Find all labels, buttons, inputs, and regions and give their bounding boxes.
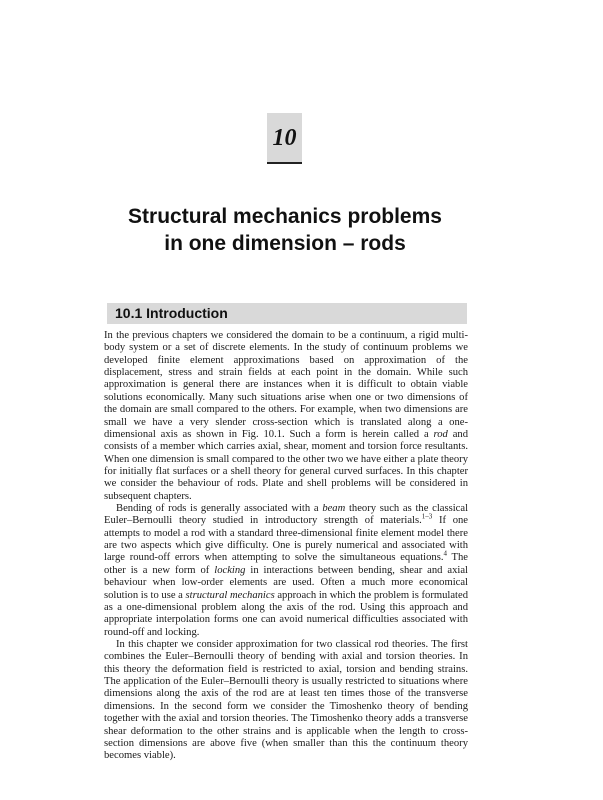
chapter-title-line-1: Structural mechanics problems — [128, 205, 442, 228]
text-run: Bending of rods is generally associated with a — [116, 503, 323, 515]
section-heading: 10.1 Introduction — [115, 305, 228, 321]
body-text — [104, 330, 468, 763]
text-run: The other is a new form of — [104, 552, 468, 576]
text-run: in interactions between bending, shear and axial behaviour when low-order elements are used. Often a much more economical solution is to use a — [104, 564, 468, 601]
chapter-number-box — [267, 113, 302, 164]
text-run: In the previous chapters we considered the domain to be a continuum, a rigid multi-body system or a set of discrete elements. In the study of continuum problems we developed finite element approximations based on approximation of the displacement, stress and strain fields at each point in the domain. While such approximation is general there are instances when it is difficult to obtain viable solutions economically. Many such situations arise when one or two dimensions of the domain are small compared to the others. For example, when two dimensions are small we have a very slender cross-section which is translated along a one-dimensional axis as shown in Fig. 10.1. Such a form is herein called a — [104, 330, 468, 440]
text-run: If one attempts to model a rod with a standard three-dimensional finite element model there are two aspects which give difficulty. One is purely numerical and associated with large round-off errors when attempting to solve the simultaneous equations. — [104, 515, 468, 564]
text-run: In this chapter we consider approximation for two classical rod theories. The first combines the Euler–Bernoulli theory of bending with axial and torsion theories. In this theory the deformation field is restricted to axial, torsion and bending strains. The application of the Euler–Bernoulli theory is usually restricted to situations where dimensions along the axis of the rod are at least ten times those of the transverse dimensions. In the second form we consider the Timoshenko theory of bending together with the axial and torsion theories. The Timoshenko theory adds a transverse shear deformation to the other strains and is applicable when the length to cross-section dimensions are above five (when smaller than this the continuum theory becomes viable). — [104, 638, 468, 762]
chapter-title — [100, 203, 470, 257]
citation-superscript: 1–3 — [421, 512, 433, 521]
text-run: approach in which the problem is formulated as a one-dimensional problem along the axis of the rod. Using this approach and appropriate interpolation forms one can avoid numerical difficulties associated with round-off and locking. — [104, 589, 468, 638]
paragraph — [104, 639, 468, 763]
emphasis-text: locking — [214, 564, 246, 576]
chapter-number: 10 — [272, 125, 297, 151]
emphasis-text: beam — [322, 503, 346, 515]
section-heading-bar — [107, 303, 467, 324]
paragraph — [104, 503, 468, 639]
chapter-title-line-2: in one dimension – rods — [164, 232, 406, 255]
citation-superscript: 4 — [443, 549, 447, 558]
emphasis-text: rod — [433, 428, 448, 440]
text-run: theory such as the classical Euler–Bernoulli theory studied in introductory strength of materials. — [104, 503, 469, 527]
text-run: and consists of a member which carries axial, shear, moment and torsion force resultants. When one dimension is small compared to the other two we have either a plate theory for initially flat surfaces or a shell theory for general curved surfaces. In this chapter we consider the behaviour of rods. Plate and shell problems will be considered in subsequent chapters. — [104, 428, 468, 502]
emphasis-text: structural mechanics — [185, 589, 275, 601]
paragraph — [104, 330, 468, 503]
